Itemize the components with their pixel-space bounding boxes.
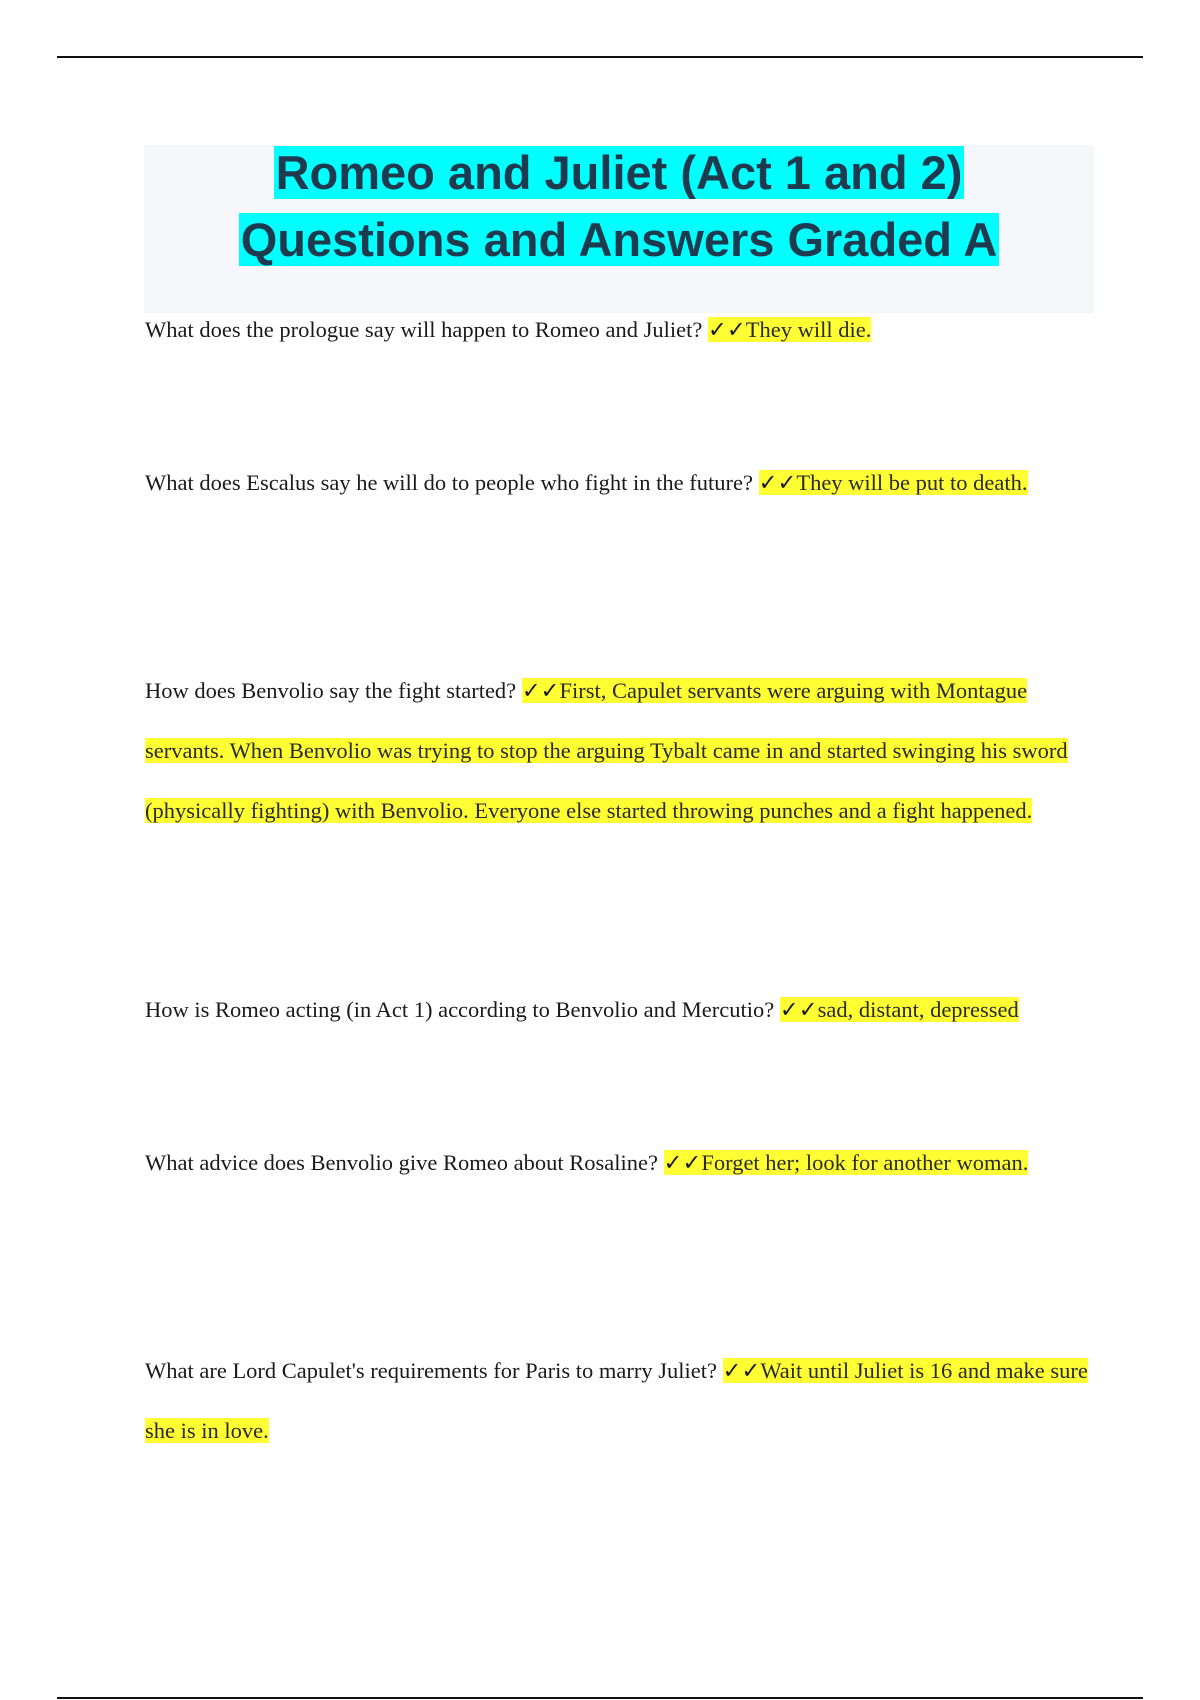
qa-item [145, 1341, 1090, 1461]
question-text: How does Benvolio say the fight started? [145, 678, 522, 703]
qa-item [145, 300, 1090, 360]
question-text: What does the prologue say will happen to Romeo and Juliet? [145, 317, 708, 342]
question-text: What does Escalus say he will do to people who fight in the future? [145, 470, 759, 495]
answer-text: ✓✓Forget her; look for another woman. [663, 1150, 1029, 1175]
check-icon: ✓✓ [758, 470, 797, 495]
answer-text: ✓✓sad, distant, depressed [779, 997, 1019, 1022]
qa-item [145, 453, 1090, 513]
qa-item [145, 1133, 1090, 1193]
title-block [144, 145, 1094, 313]
check-icon: ✓✓ [708, 317, 746, 342]
bottom-rule [57, 1697, 1143, 1699]
answer-text: ✓✓They will die. [708, 317, 872, 342]
check-icon: ✓✓ [779, 997, 818, 1022]
question-text: What are Lord Capulet's requirements for Paris to marry Juliet? [145, 1358, 723, 1383]
answer-text: ✓✓They will be put to death. [758, 470, 1028, 495]
check-icon: ✓✓ [521, 678, 560, 703]
question-text: How is Romeo acting (in Act 1) according to Benvolio and Mercutio? [145, 997, 780, 1022]
answer-text: ✓✓Wait until Juliet is 16 and make sure she is in love. [145, 1358, 1088, 1443]
question-text: What advice does Benvolio give Romeo about Rosaline? [145, 1150, 664, 1175]
check-icon: ✓✓ [722, 1358, 761, 1383]
document-title-line-1: Romeo and Juliet (Act 1 and 2) [275, 146, 963, 199]
qa-item [145, 980, 1105, 1040]
answer-text: ✓✓First, Capulet servants were arguing with Montague servants. When Benvolio was trying to stop the arguing Tybalt came in and started swinging his sword (physically fighting) with Benvolio. Everyone else started throwing punches and a fight happened. [145, 678, 1068, 823]
qa-item [145, 661, 1090, 841]
top-rule [57, 56, 1143, 58]
document-title-line-2: Questions and Answers Graded A [240, 213, 998, 266]
check-icon: ✓✓ [663, 1150, 702, 1175]
